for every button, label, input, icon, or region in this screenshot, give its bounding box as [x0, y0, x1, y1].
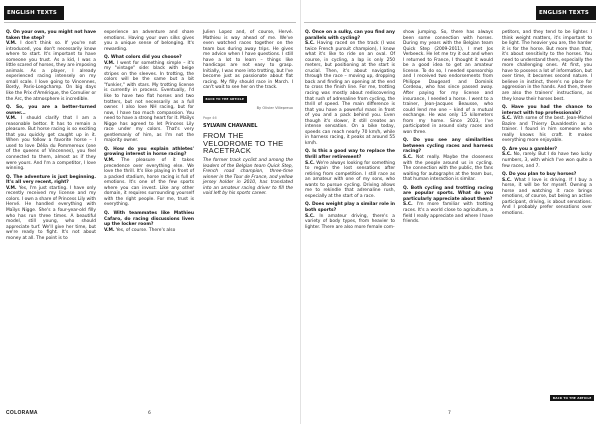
answer: I went for something simple – it's my "vintage" side: black with beige stripes on the sleeves. In trotting, the colors will be the same but a bit "funkier," with stars. My trotting license is currently in process. Eventually, I'd like to have two flat horses and two trotters, but not necessarily as a full owner. I also love NH racing, but for now, I have too much compassion. You need to have a strong heart for it. Maïlys Nigge has agreed to let Princess Lily race under my colors. That's very gentlemanly of him, as I'm not the majority owner. [104, 60, 194, 144]
answer: What I love is driving. If I buy a horse, it will be for myself. Owning a horse and watching it race brings emotions, of course, but being an active participant, driving, is about sensations. And I probably prefer sensations over emotions. [502, 177, 592, 216]
page-reference: Page 46 [203, 115, 217, 120]
question: Q. Both cycling and trotting racing are popular sports. What do you particularly appreciate about them? [403, 185, 493, 202]
qa-block [502, 172, 592, 216]
qa-block [305, 202, 395, 230]
left-column-2 [104, 30, 194, 236]
header-divider-right [304, 22, 596, 23]
question: Q. Have you had the chance to interact with top professionals? [502, 105, 592, 116]
header-divider [4, 22, 296, 23]
speaker-initials: S.C. [305, 213, 315, 219]
question: Q. What colors did you choose? [104, 55, 182, 61]
interview-name: SYLVAIN CHAVANEL [203, 123, 258, 130]
qa-block [104, 30, 194, 52]
interview-lead: The former track cyclist and among the leaders of the Belgian team Quick Step, French road champion, three-time winner in the Tour de France, and yellow jersey holder in 2010, has translated into an amateur racing driver to fill the void left by his sports career. [203, 158, 293, 197]
right-page [300, 0, 600, 424]
answer: I'm more familiar with trotting races. It's a world close to agriculture, a field I really appreciate and where I have friends. [403, 202, 493, 225]
qa-block [104, 55, 194, 144]
question: Q. Does weight play a similar role in both sports? [305, 202, 395, 213]
question: Q. How do you explain athletes' growing interest in horse racing? [104, 146, 194, 158]
speaker-initials: S.C. [502, 116, 512, 122]
speaker-initials: V.M. [6, 185, 17, 191]
answer: No, rarely. But I do have two lucky numbers, 3, with which I've won quite a few races, and 7. [502, 152, 592, 169]
page-number-right: 7 [448, 411, 451, 416]
question: Q. Do you plan to buy horses? [502, 172, 577, 178]
speaker-initials: V.M. [104, 227, 115, 233]
right-column-1 [305, 30, 395, 233]
speaker-initials: V.M. [6, 116, 17, 122]
qa-block [104, 147, 194, 208]
speaker-initials: S.C. [502, 177, 512, 183]
page-number-left: 6 [148, 411, 151, 416]
question: Q. With teammates like Mathieu Cafaro, do racing discussions liven up the locker room? [104, 210, 194, 228]
qa-block [6, 30, 96, 102]
answer: Yes, of course. There's also [115, 227, 176, 233]
left-column-1 [6, 30, 96, 244]
qa-block [6, 105, 96, 172]
qa-block [203, 30, 293, 91]
qa-block [305, 30, 395, 146]
answer: I don't think so. If you're not introduced, you don't necessarily know where to start. It's important to have someone you trust. As a kid, I was a little scared of horses, they are imposing animals. As a player, I already experienced racing intensely on my small scale. I love going to Vincennes, Bordy, Paris-Longchamp. On big days like the Prix d'Amérique, the Cornulier or the Arc, the atmosphere is incredible. [6, 41, 96, 102]
speaker-initials: V.M. [6, 41, 17, 47]
magazine-logo: COLORAMA [6, 410, 38, 416]
answer: In amateur driving, there's a variety of body types, from heavier to lighter. There are also more female com- [305, 213, 395, 230]
qa-block [403, 186, 493, 225]
qa-block [502, 30, 592, 102]
qa-block [403, 30, 493, 135]
section-header-right [536, 6, 596, 20]
qa-block [403, 138, 493, 182]
qa-block [305, 149, 395, 199]
section-header-label-right: ENGLISH TEXTS [539, 10, 590, 16]
answer: The pleasure of it takes precedence over everything else. We love the thrill. It's like playing in front of a packed stadium, horse racing is full of emotions. It's one of the few sports where you can invest. Like any other domain, it requires surrounding yourself with the right people. For me, trust is everything. [104, 158, 194, 208]
interview-title: FROM THE VELODROME TO THE RACETRACK [203, 130, 284, 156]
answer: petitors, and they tend to be lighter. I think weight matters, it's important to be light. The heavier you are, the harder it is for the horse. But more than that, it's about sensitivity to the horses. You need to understand them, especially the more challenging ones. At first, you have to possess a lot of information, but over time, it becomes second nature. I believe in instinct, there's no place for aggression in the hands. And then, there are also the trainers' instructions, as they know their horses best. [502, 30, 592, 102]
question: Q. Are you a gambler? [502, 146, 558, 152]
answer: Not really. Maybe the closeness with the people around us in cycling. The connection with the public, the fans waiting for autographs at the team bus, that human interaction is similar. [403, 155, 493, 183]
back-to-article-button-right[interactable]: BACK TO THE ARTICLE [550, 395, 594, 401]
answer: Julien Lopez and, of course, Hervé. Mathieu is way ahead of me. We've even watched races together on the team bus during away trips. He gives me advice when I have questions. I still have a lot to learn – things like handicaps are not easy to grasp. Initially, I was more into trotting, but I've become just as passionate about flat racing. My filly should race in March. I can't wait to see her on the track. [203, 30, 293, 91]
speaker-initials: S.C. [502, 152, 512, 158]
speaker-initials: V.M. [104, 60, 115, 66]
author-credit: By Olivier Villepreux [256, 106, 293, 111]
right-column-2 [403, 30, 493, 228]
question: Q. Once on a sulky, can you find any parallels with cycling? [305, 30, 395, 41]
back-to-article-button[interactable]: BACK TO THE ARTICLE [203, 96, 247, 103]
speaker-initials: S.C. [305, 41, 315, 47]
question: Q. So, you are a better-turned owner... [6, 105, 96, 116]
left-column-3 [203, 30, 293, 200]
qa-block [6, 175, 96, 242]
section-header-label: ENGLISH TEXTS [7, 10, 58, 16]
qa-block [502, 147, 592, 169]
question: Q. Is this a good way to replace the thrill after retirement? [305, 149, 395, 161]
qa-block [502, 105, 592, 144]
answer: With some of the best. Jean-Michel Bazire and Thierry Duvaldestin as a trainer. I found in him someone who really knows his craft. It makes everything more enjoyable. [502, 116, 592, 144]
right-column-3 [502, 30, 592, 220]
answer: We're always looking for something to regain the lost sensations after retiring from competition. I still race as an amateur with one of my sons, who wants to pursue cycling. Driving allows me to rekindle that adrenaline rush, especially at the start of a race. [305, 160, 395, 199]
answer: Yes, I'm just starting. I have only recently received my license and my colors. I own a share of Princess Lily with Hervé. He handled everything with Maïlys Nigge. She's a four-year-old filly who has run three times. A beautiful model, still young, who should appreciate turf. We'll give her time, but we're ready to fight. It's not about money at all. The point is to [6, 185, 96, 241]
speaker-initials: S.C. [403, 155, 413, 161]
question: Q. The adventure is just beginning. It's all very recent, right? [6, 174, 96, 186]
speaker-initials: V.M. [104, 158, 115, 164]
speaker-initials: S.C. [403, 202, 413, 208]
question: Q. Do you see any similarities between cycling races and harness racing? [403, 138, 493, 155]
answer: experience an adventure and share emotions. Having your own silks gives you a unique sense of belonging. It's rewarding. [104, 30, 194, 52]
answer: I should clarify that I am a reasonable bettor. It has to remain a pleasure. But horse racing is so exciting that you quickly get caught up in it. When you follow a favorite horse – I used to love Délia du Pommereux (one of the queens of Vincennes), you feel connected to them, almost as if they were yours. And I'm a competitor, I love winning. [6, 116, 96, 172]
speaker-initials: S.C. [305, 160, 315, 166]
answer: show jumping. So, there has always been some connection with horses. During my years with the Belgian team Quick Step (2009-2011), I met Jos Verbeeck. He let me try it out and when I returned to France, I thought it would be a good idea to get an amateur license. To do so, I needed sponsorship and I received two endorsements from Philippe Daugeard and Dominik Cordeau, who has since passed away. After paying for my license and insurance, I needed a horse. I went to a trainer, Jean-Jacques Beausse, who could lend me one – kind of a mutual exchange. He was only 15 kilometers from my home. Since 2023, I've participated in around sixty races and won three. [403, 30, 493, 135]
section-header [4, 6, 64, 20]
question: Q. On your own, you might not have taken the step? [6, 30, 96, 41]
qa-block [104, 211, 194, 233]
answer: Having raced on the track (I was twice French pursuit champion), I know what it's like to ride on an oval. Of course, in cycling, a lap is only 250 meters, but positioning at the start is crucial. Then, it's about navigating through the race – moving up, dropping back and finding an opening at the end to cross the finish line. For me, trotting racing was mostly about rediscovering that rush of adrenaline from cycling, the thrill of speed. The main difference is that you have a powerful mass in front of you and a pack behind you. Even though it's slower, it still creates an intense sensation. On a bike today, speeds can reach nearly 70 km/h, while in harness racing, it peaks at around 55 km/h. [305, 41, 395, 146]
